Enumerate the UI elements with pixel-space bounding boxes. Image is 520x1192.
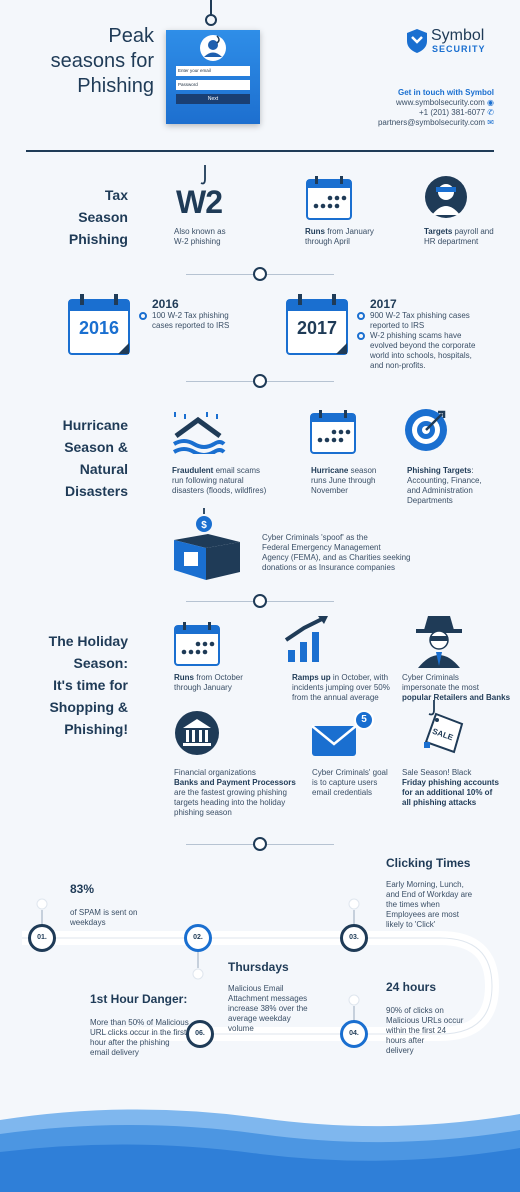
header-divider <box>26 150 494 152</box>
text-line: Also known as <box>174 227 226 236</box>
holiday-item-4 <box>174 768 309 818</box>
text-line: in October, with <box>330 673 389 682</box>
bold-text: Ramps up <box>292 673 331 682</box>
text-line: runs June through <box>311 476 376 485</box>
password-field[interactable]: Password <box>176 80 250 90</box>
text-line: hours after <box>386 1036 425 1045</box>
text-line: 900 W-2 Tax phishing cases <box>370 311 470 320</box>
text-line: and non-profits. <box>370 361 426 370</box>
tax-section-title <box>30 184 128 250</box>
section-title-line: Phishing <box>68 231 128 247</box>
year-2016-title: 2016 <box>152 297 179 311</box>
text-line: disasters (floods, wildfires) <box>172 486 267 495</box>
step-04-marker: 04. <box>340 1020 368 1048</box>
text-line: 100 W-2 Tax phishing <box>152 311 229 320</box>
title-line: Peak <box>108 25 154 47</box>
step-01-marker: 01. <box>28 924 56 952</box>
text-line: weekdays <box>70 918 106 927</box>
text-line: 90% of clicks on <box>386 1006 444 1015</box>
calendar-year-text: 2016 <box>78 318 120 338</box>
year-2016-text <box>152 311 262 331</box>
text-line: email scams <box>213 466 261 475</box>
timeline-node <box>253 267 267 281</box>
bullet-icon <box>139 312 147 320</box>
text-line: evolved beyond the corporate <box>370 341 476 350</box>
globe-icon: ◉ <box>487 98 494 107</box>
svg-text:$: $ <box>201 520 207 531</box>
section-title-line: Season: <box>73 655 128 671</box>
phone-icon: ✆ <box>487 108 494 117</box>
text-line: Financial organizations <box>174 768 256 777</box>
tax-item-1 <box>174 227 254 247</box>
next-button[interactable]: Next <box>176 94 250 104</box>
email-field[interactable]: Enter your email <box>176 66 250 76</box>
login-card <box>166 30 260 124</box>
holiday-item-5 <box>312 768 402 798</box>
text-line: Agency (FEMA), and as Charities seeking <box>262 553 411 562</box>
step-03-marker: 03. <box>340 924 368 952</box>
text-line: volume <box>228 1024 254 1033</box>
bold-text: Runs <box>305 227 325 236</box>
text-line: Departments <box>407 496 453 505</box>
text-line: hour after the phishing <box>90 1038 170 1047</box>
step-03-title: Clicking Times <box>386 856 471 870</box>
tax-item-2 <box>305 227 395 247</box>
text-line: Friday phishing accounts <box>402 778 499 787</box>
hurricane-item-1 <box>172 466 282 496</box>
text-line: likely to 'Click' <box>386 920 436 929</box>
phone-number: +1 (201) 381-6077 <box>419 108 486 117</box>
target-icon <box>404 408 448 452</box>
text-line: HR department <box>424 237 479 246</box>
tax-item-3 <box>424 227 514 247</box>
text-line: for an additional 10% of <box>402 788 493 797</box>
text-line: all phishing attacks <box>402 798 477 807</box>
bold-text: Hurricane <box>311 466 349 475</box>
website-link[interactable]: www.symbolsecurity.com <box>396 98 485 107</box>
step-03-text <box>386 880 496 930</box>
bold-text: Runs <box>174 673 194 682</box>
holiday-item-2 <box>292 673 412 703</box>
text-line: from October <box>194 673 243 682</box>
step-04-title: 24 hours <box>386 980 437 994</box>
text-line: Attachment messages <box>228 994 308 1003</box>
holiday-item-3 <box>402 673 516 703</box>
bold-text: Fraudulent <box>172 466 214 475</box>
text-line: email credentials <box>312 788 373 797</box>
text-line: from January <box>325 227 374 236</box>
text-line: W-2 phishing scams have <box>370 331 462 340</box>
calendar-icon <box>310 410 356 454</box>
year-2017-text-2 <box>370 331 492 371</box>
timeline-node <box>253 837 267 851</box>
section-title-line: Phishing! <box>64 721 128 737</box>
text-line: average weekday <box>228 1014 291 1023</box>
text-line: Sale Season! Black <box>402 768 472 777</box>
hang-ring <box>205 14 217 26</box>
text-line: the times when <box>386 900 440 909</box>
fema-text <box>262 533 442 573</box>
text-line: Banks and Payment Processors <box>174 778 296 787</box>
holiday-section-title <box>22 630 128 740</box>
text-line: impersonate the most <box>402 683 479 692</box>
text-line: Malicious Email <box>228 984 284 993</box>
text-line: and Administration <box>407 486 473 495</box>
text-line: Cyber Criminals 'spoof' as the <box>262 533 368 542</box>
bullet-icon <box>357 332 365 340</box>
calendar-year-text: 2017 <box>296 318 338 338</box>
contact-title: Get in touch with Symbol <box>398 88 494 97</box>
text-line: : <box>471 466 474 475</box>
text-line: through April <box>305 237 350 246</box>
section-title-line: Disasters <box>64 483 128 499</box>
step-01-title: 83% <box>70 882 95 896</box>
title-line: Phishing <box>77 75 154 97</box>
step-02-title: Thursdays <box>228 960 289 974</box>
text-line: increase 38% over the <box>228 1004 308 1013</box>
section-title-line: Natural <box>79 461 128 477</box>
text-line: email delivery <box>90 1048 139 1057</box>
email-link[interactable]: partners@symbolsecurity.com <box>377 118 486 127</box>
step-02-text <box>228 984 328 1034</box>
text-line: Employees are most <box>386 910 459 919</box>
sale-tag-text: SALE <box>431 726 455 743</box>
timeline-node <box>253 594 267 608</box>
section-title-line: The Holiday <box>48 633 128 649</box>
hacker-icon <box>424 175 468 219</box>
text-line: world into schools, hospitals, <box>370 351 472 360</box>
text-line: More than 50% of Malicious <box>90 1018 189 1027</box>
holiday-item-1 <box>174 673 264 693</box>
spy-icon <box>414 612 464 668</box>
text-line: cases reported to IRS <box>152 321 230 330</box>
section-title-line: Season & <box>64 439 128 455</box>
year-2017-title: 2017 <box>370 297 397 311</box>
step-06-text <box>90 1018 210 1058</box>
text-line: November <box>311 486 348 495</box>
step-06-marker: 06. <box>186 1020 214 1048</box>
text-line: is to capture users <box>312 778 378 787</box>
donation-box-icon <box>172 508 242 582</box>
bottom-wave <box>0 1100 520 1192</box>
text-line: through January <box>174 683 232 692</box>
text-line: Early Morning, Lunch, <box>386 880 464 889</box>
hurricane-item-3 <box>407 466 507 506</box>
text-line: are the fastest growing phishing <box>174 788 287 797</box>
bold-text: Phishing Targets <box>407 466 472 475</box>
text-line: payroll and <box>452 227 494 236</box>
section-title-line: Tax <box>104 187 128 203</box>
text-line: incidents jumping over 50% <box>292 683 390 692</box>
growth-chart-icon <box>284 614 330 664</box>
page-title <box>30 24 154 99</box>
text-line: within the first 24 <box>386 1026 447 1035</box>
text-line: reported to IRS <box>370 321 425 330</box>
text-line: of SPAM is sent on <box>70 908 138 917</box>
text-line: Cyber Criminals <box>402 673 459 682</box>
flood-icon <box>170 410 226 454</box>
text-line: delivery <box>386 1046 414 1055</box>
text-line: popular Retailers and Banks <box>402 693 511 702</box>
title-line: seasons for <box>50 50 154 72</box>
bullet-icon <box>357 312 365 320</box>
brand-name: Symbol <box>431 27 485 44</box>
text-line: Federal Emergency Management <box>262 543 381 552</box>
text-line: URL clicks occur in the first <box>90 1028 187 1037</box>
shield-logo-icon <box>406 28 428 54</box>
contact-block <box>378 88 494 128</box>
section-title-line: Shopping & <box>49 699 128 715</box>
text-line: phishing season <box>174 808 232 817</box>
text-line: W-2 phishing <box>174 237 221 246</box>
timeline-node <box>253 374 267 388</box>
step-02-marker: 02. <box>184 924 212 952</box>
calendar-icon <box>174 622 220 666</box>
text-line: run following natural <box>172 476 244 485</box>
text-line: Accounting, Finance, <box>407 476 482 485</box>
holiday-item-6 <box>402 768 516 808</box>
text-line: Malicious URLs occur <box>386 1016 464 1025</box>
step-06-title: 1st Hour Danger: <box>90 992 188 1006</box>
hurricane-item-2 <box>311 466 401 496</box>
text-line: and End of Workday are <box>386 890 473 899</box>
calendar-icon <box>306 176 352 220</box>
user-avatar-icon <box>199 34 227 62</box>
w2-icon <box>176 184 222 221</box>
text-line: from the annual average <box>292 693 379 702</box>
step-01-text <box>70 908 170 928</box>
mail-count-badge: 5 <box>354 710 374 730</box>
section-title-line: Season <box>78 209 128 225</box>
section-title-line: Hurricane <box>62 417 128 433</box>
bold-text: Targets <box>424 227 453 236</box>
bank-icon <box>174 710 220 756</box>
text-line: Cyber Criminals' goal <box>312 768 388 777</box>
step-04-text <box>386 1006 486 1056</box>
brand-sub: SECURITY <box>432 44 486 54</box>
hurricane-section-title <box>30 414 128 502</box>
text-line: season <box>348 466 377 475</box>
w2-label: W2 <box>176 184 222 220</box>
text-line: donations or as Insurance companies <box>262 563 395 572</box>
year-2017-text-1 <box>370 311 492 331</box>
mail-icon: ✉ <box>487 118 494 127</box>
section-title-line: It's time for <box>53 677 128 693</box>
text-line: targets heading into the holiday <box>174 798 286 807</box>
